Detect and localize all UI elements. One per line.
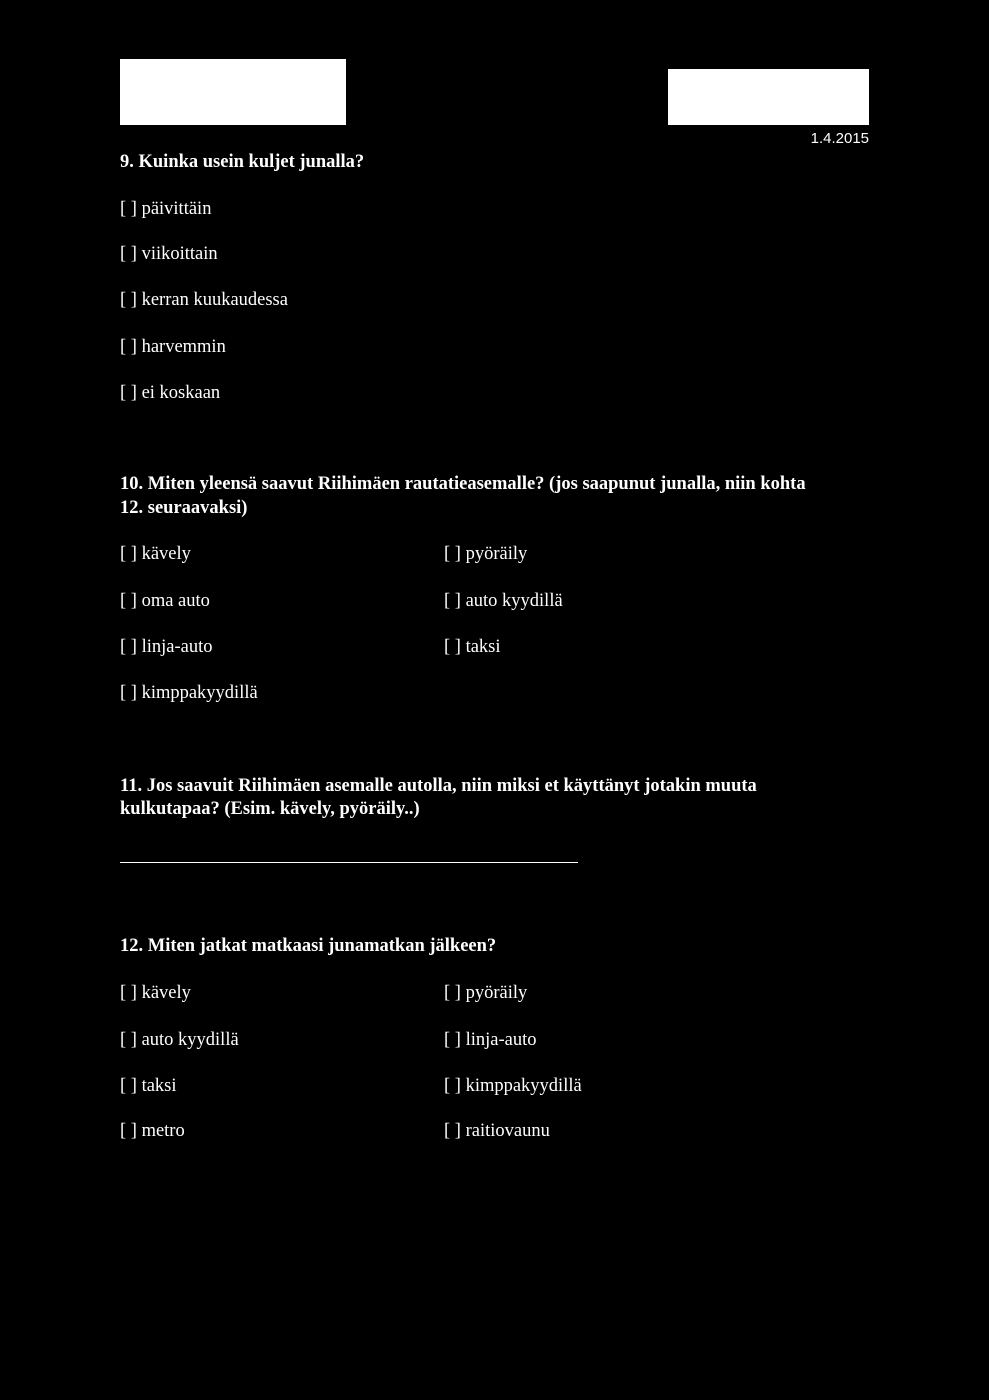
question-10-heading-line2: 12. seuraavaksi) bbox=[120, 498, 248, 518]
q9-option-weekly[interactable]: [ ] viikoittain bbox=[120, 244, 218, 264]
q9-option-never[interactable]: [ ] ei koskaan bbox=[120, 383, 221, 403]
q10-option-own-car[interactable]: [ ] oma auto bbox=[120, 591, 210, 611]
q12-option-tram[interactable]: [ ] raitiovaunu bbox=[444, 1121, 550, 1141]
q12-option-walking[interactable]: [ ] kävely bbox=[120, 983, 191, 1003]
question-9-heading: 9. Kuinka usein kuljet junalla? bbox=[120, 152, 365, 172]
q12-option-bus[interactable]: [ ] linja-auto bbox=[444, 1030, 537, 1050]
q12-option-car-ride[interactable]: [ ] auto kyydillä bbox=[120, 1030, 239, 1050]
question-11-heading-line2: kulkutapaa? (Esim. kävely, pyöräily..) bbox=[120, 799, 420, 819]
q11-answer-line[interactable] bbox=[120, 862, 578, 863]
document-date: 1.4.2015 bbox=[810, 130, 869, 147]
q10-option-cycling[interactable]: [ ] pyöräily bbox=[444, 544, 528, 564]
q10-option-walking[interactable]: [ ] kävely bbox=[120, 544, 191, 564]
q12-option-taxi[interactable]: [ ] taksi bbox=[120, 1076, 177, 1096]
redacted-logo-right bbox=[668, 69, 869, 125]
question-11-heading-line1: 11. Jos saavuit Riihimäen asemalle autolla, niin miksi et käyttänyt jotakin muuta bbox=[120, 776, 757, 796]
q12-option-carpool[interactable]: [ ] kimppakyydillä bbox=[444, 1076, 582, 1096]
q10-option-carpool[interactable]: [ ] kimppakyydillä bbox=[120, 683, 258, 703]
redacted-logo-left bbox=[120, 59, 346, 125]
q9-option-monthly[interactable]: [ ] kerran kuukaudessa bbox=[120, 290, 288, 310]
q12-option-cycling[interactable]: [ ] pyöräily bbox=[444, 983, 528, 1003]
q9-option-less-often[interactable]: [ ] harvemmin bbox=[120, 337, 226, 357]
question-12-heading: 12. Miten jatkat matkaasi junamatkan jälkeen? bbox=[120, 936, 497, 956]
q9-option-daily[interactable]: [ ] päivittäin bbox=[120, 199, 212, 219]
q12-option-metro[interactable]: [ ] metro bbox=[120, 1121, 185, 1141]
q10-option-bus[interactable]: [ ] linja-auto bbox=[120, 637, 213, 657]
question-10-heading-line1: 10. Miten yleensä saavut Riihimäen rautatieasemalle? (jos saapunut junalla, niin kohta bbox=[120, 474, 806, 494]
q10-option-car-ride[interactable]: [ ] auto kyydillä bbox=[444, 591, 563, 611]
q10-option-taxi[interactable]: [ ] taksi bbox=[444, 637, 501, 657]
